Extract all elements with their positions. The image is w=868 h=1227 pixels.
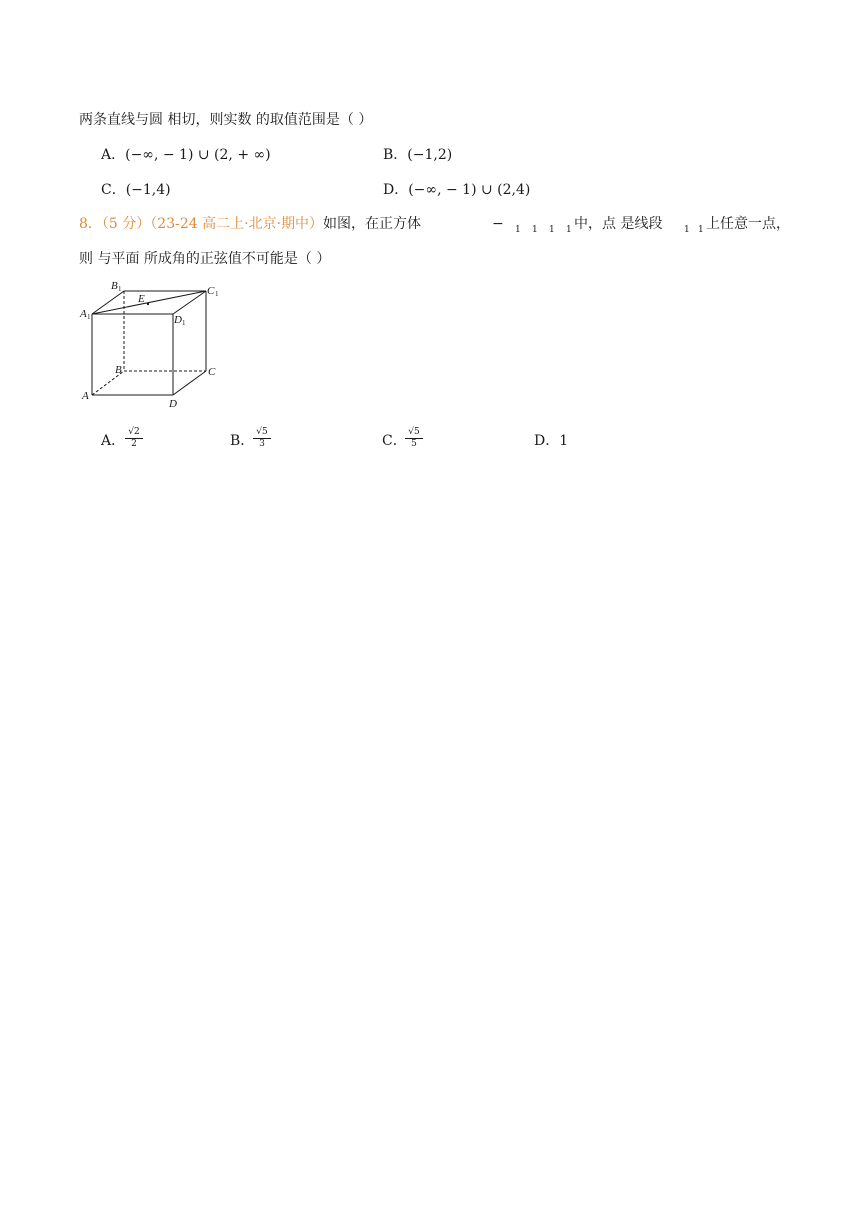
q8-option-b-label[interactable]: B． bbox=[230, 433, 255, 449]
label-b: B bbox=[115, 364, 122, 376]
q8-option-b-denominator: 3 bbox=[259, 439, 265, 449]
point-e bbox=[147, 303, 149, 305]
q8-score: （5 分） bbox=[101, 216, 151, 232]
label-a1: A bbox=[80, 308, 87, 320]
q8-option-c-denominator: 5 bbox=[411, 439, 417, 449]
q8-option-a-numerator: √2 bbox=[125, 427, 143, 439]
q8-option-b-fraction bbox=[253, 427, 271, 450]
q8-stem-part3: 上任意一点， bbox=[706, 216, 790, 232]
q8-number: 8． bbox=[79, 216, 102, 232]
q8-stem-part2: 中，点 是线段 bbox=[574, 216, 663, 232]
q8-option-c-fraction bbox=[405, 427, 423, 450]
q7-option-c[interactable]: C．(−1,4) bbox=[101, 182, 171, 198]
q8-option-a-fraction bbox=[125, 427, 143, 450]
q8-stem-part1: 如图，在正方体 bbox=[323, 216, 421, 232]
q8-source: （23-24 高二上·北京·期中） bbox=[150, 216, 323, 232]
q8-option-b-numerator: √5 bbox=[253, 427, 271, 439]
label-a1-sub: 1 bbox=[87, 313, 91, 321]
q8-option-d[interactable]: D．1 bbox=[534, 433, 569, 449]
q7-option-d[interactable]: D．(−∞, − 1) ∪ (2,4) bbox=[383, 182, 531, 198]
q8-option-a-label[interactable]: A． bbox=[101, 433, 126, 449]
label-a: A bbox=[82, 390, 89, 402]
label-d1: D bbox=[174, 314, 182, 326]
label-b1: B bbox=[111, 280, 118, 292]
q7-option-a[interactable]: A．(−∞, − 1) ∪ (2, + ∞) bbox=[101, 147, 271, 163]
label-b1-sub: 1 bbox=[118, 285, 122, 293]
label-e: E bbox=[138, 293, 145, 305]
q8-stem-line2: 则 与平面 所成角的正弦值不可能是（ ） bbox=[79, 251, 331, 267]
q8-option-a-denominator: 2 bbox=[131, 439, 137, 449]
q8-option-c-label[interactable]: C． bbox=[382, 433, 407, 449]
label-c1: C bbox=[207, 285, 215, 297]
q8-header bbox=[79, 214, 421, 234]
q8-sub-4: 1 bbox=[566, 225, 572, 235]
q8-dash: − bbox=[492, 216, 504, 232]
q8-seg-sub-2: 1 bbox=[698, 225, 704, 235]
cube-figure bbox=[78, 278, 228, 413]
q7-stem: 两条直线与圆 相切，则实数 的取值范围是（ ） bbox=[79, 112, 373, 128]
label-d1-sub: 1 bbox=[182, 319, 186, 327]
edge-d-c bbox=[173, 371, 206, 395]
q8-option-c-numerator: √5 bbox=[405, 427, 423, 439]
label-c1-sub: 1 bbox=[215, 290, 219, 298]
q8-seg-sub-1: 1 bbox=[684, 225, 690, 235]
q8-sub-3: 1 bbox=[549, 225, 555, 235]
q8-sub-2: 1 bbox=[532, 225, 538, 235]
label-d: D bbox=[169, 398, 177, 410]
label-c: C bbox=[208, 366, 216, 378]
q8-sub-1: 1 bbox=[515, 225, 521, 235]
q7-option-b[interactable]: B．(−1,2) bbox=[383, 147, 453, 163]
